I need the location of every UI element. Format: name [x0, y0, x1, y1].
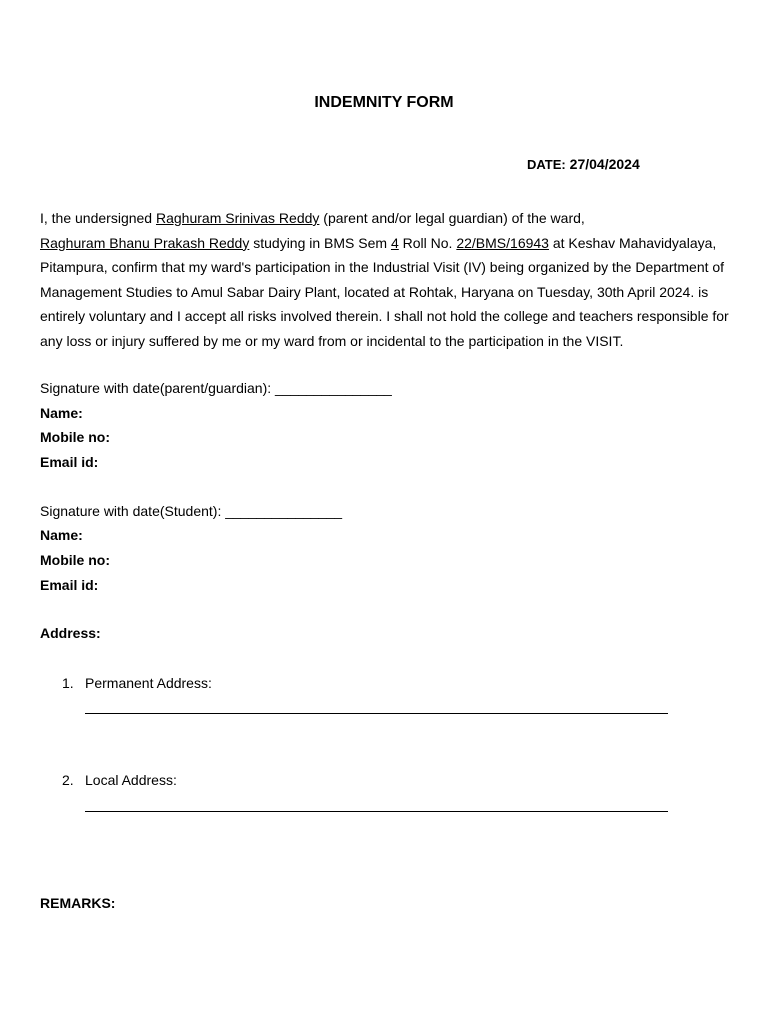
- ward-name: Raghuram Bhanu Prakash Reddy: [40, 234, 250, 251]
- declaration-text-4: Roll No.: [398, 234, 457, 251]
- student-mobile-label: Mobile no:: [40, 552, 110, 568]
- date-label: DATE:: [527, 157, 566, 172]
- permanent-address-label: Permanent Address:: [85, 675, 212, 691]
- permanent-address-blank-line: [85, 713, 668, 714]
- date-value: 27/04/2024: [569, 156, 640, 172]
- roll-number: 22/BMS/16943: [456, 234, 549, 251]
- declaration-text-5: at Keshav Mahavidyalaya, Pitampura, confirm that my ward's participation in the Industrial Visit (IV) being organized by the Department of Management Studies to Amul Sabar Dairy Plant, located at Rohtak, Haryana on Tuesday, 30th April 2024. is entirely voluntary and I accept all risks involved therein. I shall not hold the college and teachers responsible for any loss or injury suffered by me or my ward from or incidental to the participation in the VISIT.: [40, 234, 729, 349]
- declaration-text-3: studying in BMS Sem: [249, 234, 391, 251]
- address-item-number: 2.: [62, 772, 74, 788]
- page-title: INDEMNITY FORM: [314, 94, 454, 111]
- date-line: [527, 156, 640, 172]
- student-name-label: Name:: [40, 527, 83, 543]
- parent-signature-line: Signature with date(parent/guardian): _______________: [40, 380, 392, 396]
- declaration-text-1: I, the undersigned: [40, 210, 156, 226]
- student-signature-line: Signature with date(Student): _______________: [40, 503, 343, 519]
- declaration-paragraph: [40, 206, 730, 353]
- remarks-heading: REMARKS:: [40, 895, 116, 911]
- parent-mobile-label: Mobile no:: [40, 429, 110, 445]
- address-heading: Address:: [40, 625, 101, 641]
- student-email-label: Email id:: [40, 577, 99, 593]
- local-address-blank-line: [85, 811, 668, 812]
- parent-name-label: Name:: [40, 405, 83, 421]
- address-item-number: 1.: [62, 675, 74, 691]
- parent-name: Raghuram Srinivas Reddy: [155, 210, 320, 226]
- declaration-text-2: (parent and/or legal guardian) of the ward,: [319, 210, 585, 226]
- semester-value: 4: [390, 234, 399, 251]
- parent-email-label: Email id:: [40, 454, 99, 470]
- local-address-label: Local Address:: [85, 772, 177, 788]
